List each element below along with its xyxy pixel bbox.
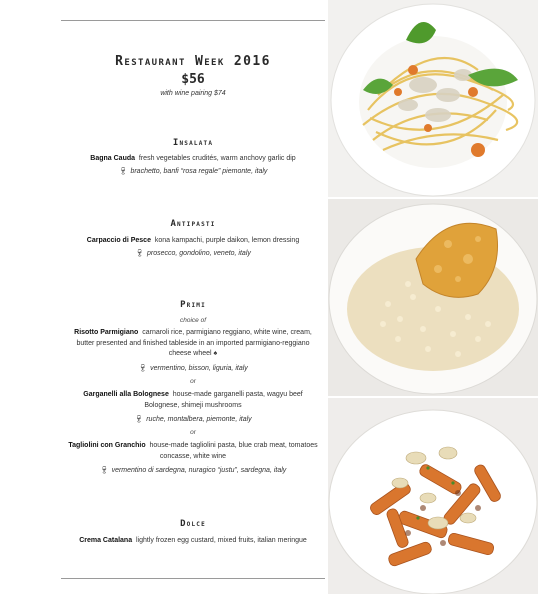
wine-glass-icon: 🍷︎ xyxy=(134,416,144,423)
top-rule xyxy=(61,20,325,21)
photo-garganelli xyxy=(328,398,538,594)
wine-text: vermentino, bisson, liguria, italy xyxy=(150,365,248,372)
dish-tagliolini xyxy=(66,441,320,462)
section-insalata: Insalata xyxy=(172,138,214,148)
dish-garganelli xyxy=(66,390,320,411)
dish-description: carnaroli rice, parmigiano reggiano, white wine, cream, butter presented and finished tableside in an imported parmigiano-reggiano cheese wheel xyxy=(76,329,312,357)
dish-risotto xyxy=(66,328,320,360)
dish-name: Tagliolini con Granchio xyxy=(68,442,146,449)
dish-name: Bagna Cauda xyxy=(90,155,136,162)
section-antipasti: Antipasti xyxy=(170,219,216,229)
dish-description: fresh vegetables crudités, warm anchovy garlic dip xyxy=(138,155,296,162)
mushroom-icon: ♠︎ xyxy=(213,350,218,357)
wine-glass-icon: 🍷︎ xyxy=(99,467,109,474)
dish-crema-catalana xyxy=(66,536,320,547)
wine-insalata xyxy=(61,167,325,175)
photo-tagliolini xyxy=(328,0,538,197)
wine-glass-icon: 🍷︎ xyxy=(118,168,128,175)
section-dolce: Dolce xyxy=(180,519,206,529)
wine-risotto xyxy=(61,364,325,372)
wine-text: ruche, montalbera, piemonte, italy xyxy=(146,416,252,423)
menu-price: $56 xyxy=(181,72,205,87)
wine-text: vermentino di sardegna, nuragico “justu”, sardegna, italy xyxy=(111,467,287,474)
wine-glass-icon: 🍷︎ xyxy=(135,250,144,257)
dish-name: Risotto Parmigiano xyxy=(74,329,139,336)
bottom-rule xyxy=(61,578,325,579)
dish-bagna-cauda xyxy=(66,154,320,165)
wine-text: prosecco, gondolino, veneto, italy xyxy=(146,250,251,257)
dish-name: Carpaccio di Pesce xyxy=(86,237,151,244)
dish-description: house-made tagliolini pasta, blue crab meat, tomatoes concasse, white wine xyxy=(149,442,318,460)
wine-text: brachetto, banfi “rosa regale” piemonte, italy xyxy=(130,168,268,175)
menu-title: Restaurant Week 2016 xyxy=(115,54,271,69)
section-primi: Primi xyxy=(180,300,206,310)
or-label: or xyxy=(190,378,196,385)
dish-description: house-made garganelli pasta, wagyu beef Bolognese, shimeji mushrooms xyxy=(144,391,303,409)
choice-of-label: choice of xyxy=(179,317,207,324)
dish-name: Garganelli alla Bolognese xyxy=(83,391,169,398)
photo-risotto xyxy=(328,199,538,396)
wine-garganelli xyxy=(61,415,325,423)
dish-description: kona kampachi, purple daikon, lemon dressing xyxy=(154,237,300,244)
dish-name: Crema Catalana xyxy=(79,537,133,544)
or-label: or xyxy=(190,429,196,436)
dish-description: lightly frozen egg custard, mixed fruits, italian meringue xyxy=(136,537,307,544)
wine-pairing-price: with wine pairing $74 xyxy=(160,90,226,97)
wine-antipasti xyxy=(61,249,325,257)
dish-carpaccio xyxy=(66,236,320,247)
wine-glass-icon: 🍷︎ xyxy=(138,365,148,372)
wine-tagliolini xyxy=(61,466,325,474)
